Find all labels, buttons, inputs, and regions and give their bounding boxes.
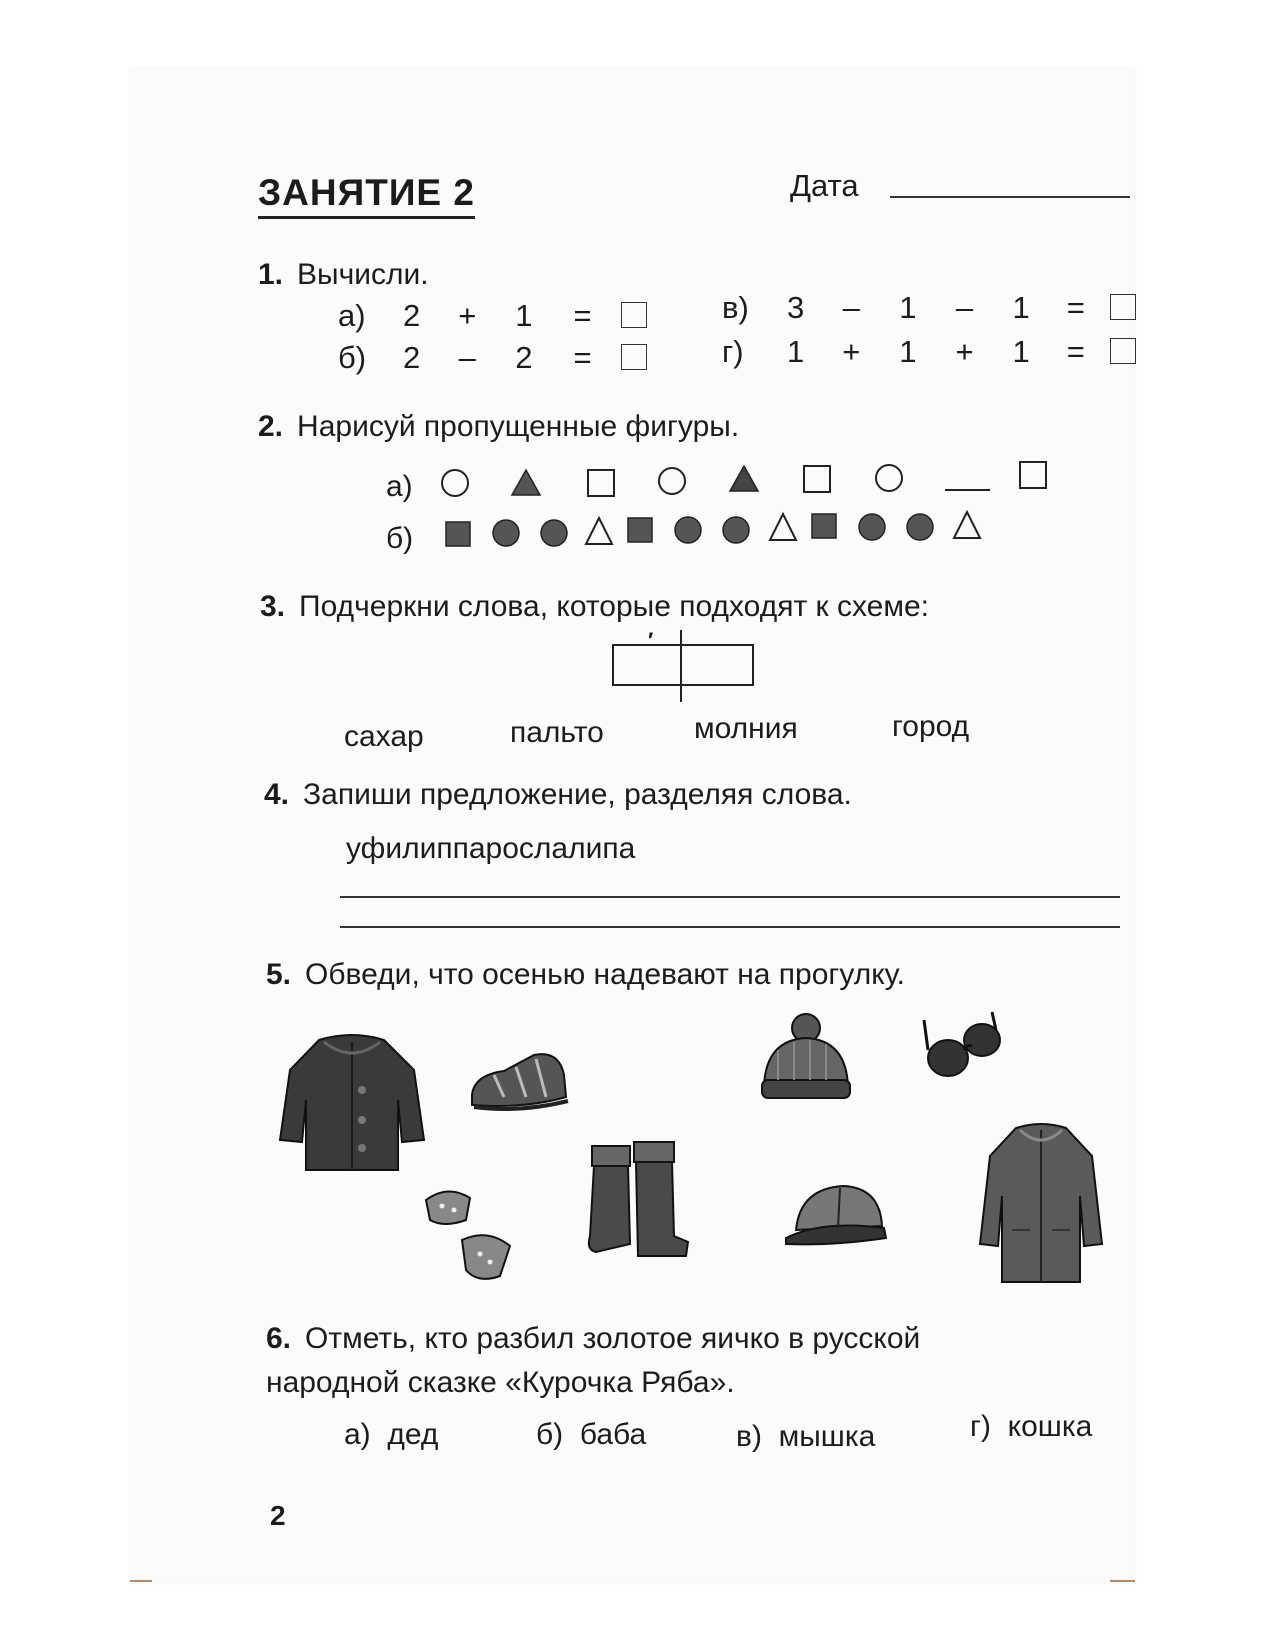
- task-text: Запиши предложение, разделяя слова.: [303, 778, 852, 811]
- equals: =: [1066, 290, 1085, 325]
- equation-g: [722, 334, 1136, 370]
- task-number: 4.: [264, 778, 290, 811]
- operand: 1: [899, 290, 917, 325]
- word-option[interactable]: пальто: [510, 716, 604, 749]
- page-edge-mark: [130, 1580, 152, 1582]
- operand: 1: [899, 334, 917, 369]
- task-4-heading: [264, 778, 852, 812]
- answer-option-v[interactable]: [736, 1420, 875, 1454]
- equation-label: б): [338, 340, 367, 375]
- task-text: Отметь, кто разбил золотое яичко в русской: [305, 1322, 921, 1355]
- answer-box[interactable]: [621, 302, 647, 328]
- triangle-shape: [512, 470, 540, 495]
- option-label: б): [536, 1418, 564, 1451]
- triangle-shape: [770, 514, 796, 540]
- task-text: Вычисли.: [297, 258, 429, 291]
- square-filled-shape: [446, 522, 470, 546]
- option-label: а): [344, 1418, 371, 1451]
- circle-filled-shape: [493, 520, 519, 546]
- cap-icon[interactable]: [782, 1180, 892, 1260]
- circle-filled-shape: [907, 514, 933, 540]
- answer-option-a[interactable]: [344, 1418, 438, 1452]
- word-scheme-box: [612, 644, 754, 686]
- sentence-sample: уфилиппарослалипа: [346, 832, 636, 865]
- task-text: Подчеркни слова, которые подходят к схеме:: [299, 590, 929, 623]
- triangle-filled-shape: [730, 466, 758, 491]
- task-1-heading: [258, 258, 429, 292]
- square-filled-shape: [628, 518, 652, 542]
- answer-option-g[interactable]: [970, 1410, 1092, 1444]
- equals: =: [573, 340, 592, 375]
- word-option[interactable]: город: [892, 710, 970, 743]
- equals: =: [1066, 334, 1085, 369]
- word-scheme-divider: [680, 630, 682, 702]
- date-label: Дата: [790, 168, 859, 203]
- option-text: дед: [387, 1418, 439, 1451]
- equation-label: в): [722, 290, 749, 325]
- operand: 2: [515, 340, 533, 375]
- task-number: 1.: [258, 258, 284, 291]
- answer-box[interactable]: [1110, 338, 1136, 364]
- equals: =: [573, 298, 592, 333]
- operator: +: [955, 334, 974, 369]
- knit-hat-icon[interactable]: [754, 1010, 854, 1110]
- operand: 1: [1012, 290, 1030, 325]
- operator: –: [955, 290, 974, 325]
- answer-box[interactable]: [1110, 294, 1136, 320]
- task-number: 6.: [266, 1322, 292, 1355]
- operand: 1: [1012, 334, 1030, 369]
- page-number: 2: [270, 1500, 286, 1531]
- equation-label: г): [722, 334, 744, 369]
- option-label: г): [970, 1410, 991, 1443]
- mittens-icon[interactable]: [418, 1180, 528, 1290]
- operand: 1: [787, 334, 805, 369]
- task-3-heading: [260, 590, 929, 624]
- circle-filled-shape: [541, 520, 567, 546]
- option-label: в): [736, 1420, 762, 1453]
- square-shape: [804, 466, 830, 492]
- task-5-heading: [266, 958, 905, 992]
- circle-shape: [659, 468, 685, 494]
- writing-line[interactable]: [340, 926, 1120, 928]
- triangle-shape: [586, 518, 612, 544]
- row-a-label: а): [386, 470, 413, 503]
- coat-icon[interactable]: [274, 1030, 430, 1180]
- task-number: 2.: [258, 410, 284, 443]
- operator: –: [842, 290, 860, 325]
- equation-a: [338, 298, 647, 334]
- task-text: Нарисуй пропущенные фигуры.: [297, 410, 740, 443]
- task-number: 5.: [266, 958, 292, 991]
- circle-shape: [876, 465, 902, 491]
- task-6-heading: [266, 1322, 920, 1356]
- date-field-line[interactable]: [890, 196, 1130, 198]
- operator: +: [842, 334, 861, 369]
- task-2-heading: [258, 410, 739, 444]
- square-filled-shape: [812, 514, 836, 538]
- operand: 3: [787, 290, 805, 325]
- operand: 2: [403, 340, 421, 375]
- stress-mark: ′: [648, 628, 654, 653]
- operand: 2: [403, 298, 421, 333]
- task-text: Обведи, что осенью надевают на прогулку.: [305, 958, 905, 991]
- answer-option-b[interactable]: [536, 1418, 646, 1452]
- operator: –: [458, 340, 476, 375]
- page-edge-mark: [1110, 1580, 1135, 1582]
- equation-b: [338, 340, 647, 376]
- option-text: баба: [579, 1418, 647, 1451]
- operand: 1: [515, 298, 533, 333]
- circle-shape: [442, 470, 468, 496]
- lesson-title: ЗАНЯТИЕ 2: [258, 172, 475, 219]
- option-text: мышка: [778, 1420, 876, 1453]
- task-text-continued: народной сказке «Курочка Ряба».: [266, 1366, 735, 1399]
- boots-icon[interactable]: [582, 1140, 692, 1270]
- circle-filled-shape: [723, 517, 749, 543]
- circle-filled-shape: [859, 514, 885, 540]
- answer-box[interactable]: [621, 344, 647, 370]
- word-option[interactable]: молния: [694, 712, 798, 745]
- jacket-icon[interactable]: [976, 1120, 1106, 1290]
- square-shape: [588, 470, 614, 496]
- equation-v: [722, 290, 1136, 326]
- sandals-icon[interactable]: [464, 1035, 574, 1115]
- option-text: кошка: [1007, 1410, 1093, 1443]
- equation-label: а): [338, 298, 366, 333]
- operator: +: [458, 298, 477, 333]
- circle-filled-shape: [675, 517, 701, 543]
- shape-sequence-a: [430, 458, 1090, 508]
- writing-line[interactable]: [340, 896, 1120, 898]
- triangle-shape: [954, 512, 980, 538]
- square-shape: [1020, 462, 1046, 488]
- word-option[interactable]: сахар: [344, 720, 424, 753]
- shape-sequence-b: [436, 508, 1076, 558]
- task-number: 3.: [260, 590, 286, 623]
- sunglasses-icon[interactable]: [922, 1010, 1008, 1090]
- row-b-label: б): [386, 522, 414, 555]
